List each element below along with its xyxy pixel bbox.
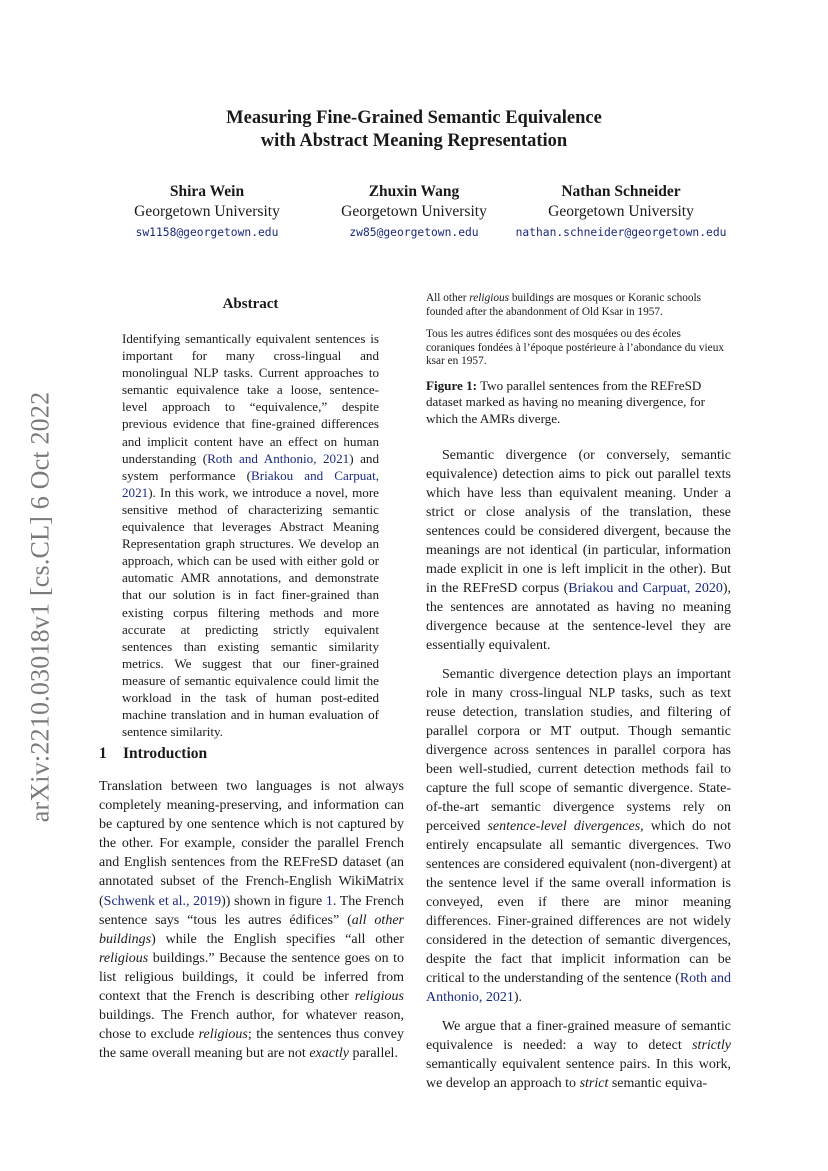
citation-link[interactable]: Roth and Anthonio, 2021 [207,450,350,466]
citation-link[interactable]: Roth and Anthonio, 2021 [426,971,731,1005]
title-line-1: Measuring Fine-Grained Semantic Equivalence [226,108,602,128]
author-affiliation: Georgetown University [134,203,280,220]
citation-link[interactable]: Schwenk et al., 2019 [103,893,222,909]
title-line-2: with Abstract Meaning Representation [260,131,568,151]
paragraph: We argue that a finer-grained measure of semantic equivalence is needed: a way to detect strictly semantically equivalent sentence pairs. In this work, we develop an approach to strict semantic equiva- [426,1019,731,1091]
citation-link[interactable]: Briakou and Carpuat, 2020 [568,581,723,596]
author-name: Nathan Schneider [561,183,681,200]
arxiv-stamp: arXiv:2210.03018v1 [cs.CL] 6 Oct 2022 [25,391,54,823]
abstract-heading: Abstract [222,296,279,312]
right-column-body [426,446,731,1103]
section-heading [99,745,207,763]
author-3 [501,182,741,244]
paragraph: Semantic divergence detection plays an important role in many cross-lingual NLP tasks, such as text reuse detection, translation studies, and filtering of parallel corpora or MT output. Though semantic divergence across sentences in parallel corpora has been well-studied, current detection methods fail to capture the full scope of semantic divergence. State-of-the-art semantic divergence systems rely on perceived sentence-level divergences, which do not entirely encapsulate all semantic divergences. Two sentences are considered equivalent (non-divergent) at the sentence level if the same overall information is conveyed, even if there are minor meaning differences. Finer-grained differences are not widely considered in the detection of semantic divergences, despite the fact that implicit information can be critical to the understanding of the sentence (Roth and Anthonio, 2021). [426,667,731,1005]
author-email[interactable]: sw1158@georgetown.edu [135,226,279,239]
author-affiliation: Georgetown University [341,203,487,220]
french-sentence: Tous les autres édifices sont des mosquées ou des écoles coraniques fondées à l’époque postérieure à l’abondance du vieux ksar en 1957. [426,328,724,368]
author-name: Zhuxin Wang [368,183,460,200]
author-email[interactable]: nathan.schneider@georgetown.edu [515,226,727,239]
author-1 [87,182,327,244]
figure-1 [426,292,731,427]
paper-title [90,107,738,153]
english-sentence: All other religious buildings are mosques or Koranic schools founded after the abandonment of Old Ksar in 1957. [426,292,702,318]
intro-paragraph: Translation between two languages is not always completely meaning-preserving, and information can be captured by one sentence which is not captured by the other. For example, consider the parallel French and English sentences from the REFreSD dataset (an annotated subset of the French-English WikiMatrix (Schwenk et al., 2019)) shown in figure 1. The French sentence says “tous les autres édifices” (all other buildings) while the English specifies “all other religious buildings.” Because the sentence goes on to list religious buildings, it could be inferred from context that the French is describing other religious buildings. The French author, for whatever reason, chose to exclude religious; the sentences thus convey the same overall meaning but are not exactly parallel. [99,779,405,1062]
abstract-body: Identifying semantically equivalent sentences is important for many cross-lingual and monolingual NLP tasks. Current approaches to semantic equivalence take a loose, sentence-level approach to “equivalence,” despite previous evidence that fine-grained differences and implicit content have an effect on human understanding (Roth and Anthonio, 2021) and system performance (Briakou and Carpuat, 2021). In this work, we introduce a novel, more sensitive method of characterizing semantic equivalence that leverages Abstract Meaning Representation graph structures. We develop an approach, which can be used with either gold or automatic AMR annotations, and demonstrate that our solution is in fact finer-grained than existing corpus filtering methods and more accurate at predicting strictly equivalent sentences than existing semantic similarity metrics. We suggest that our finer-grained measure of semantic equivalence could limit the workload in the task of human post-edited machine translation and in human evaluation of sentence similarity. [122,331,380,740]
section-number: 1 [99,745,107,762]
author-affiliation: Georgetown University [548,203,694,220]
author-email[interactable]: zw85@georgetown.edu [349,226,479,239]
figure-caption: Figure 1: Two parallel sentences from the REFreSD dataset marked as having no meaning divergence, for which the AMRs diverge. [426,377,705,426]
author-name: Shira Wein [169,183,245,200]
paragraph: Semantic divergence (or conversely, semantic equivalence) detection aims to pick out parallel texts which have less than equivalent meaning. Under a strict or close analysis of the translation, these sentences could be considered divergent, because the meanings are not identical (in particular, information made explicit in one is left implicit in the other). But in the REFreSD corpus (Briakou and Carpuat, 2020), the sentences are annotated as having no meaning divergence because at the sentence-level they are essentially equivalent. [426,448,731,653]
citation-link[interactable]: Briakou and Carpuat, 2021 [122,467,380,500]
section-title: Introduction [123,745,208,762]
author-2 [294,182,534,244]
figure-ref-link[interactable]: 1 [325,893,333,909]
